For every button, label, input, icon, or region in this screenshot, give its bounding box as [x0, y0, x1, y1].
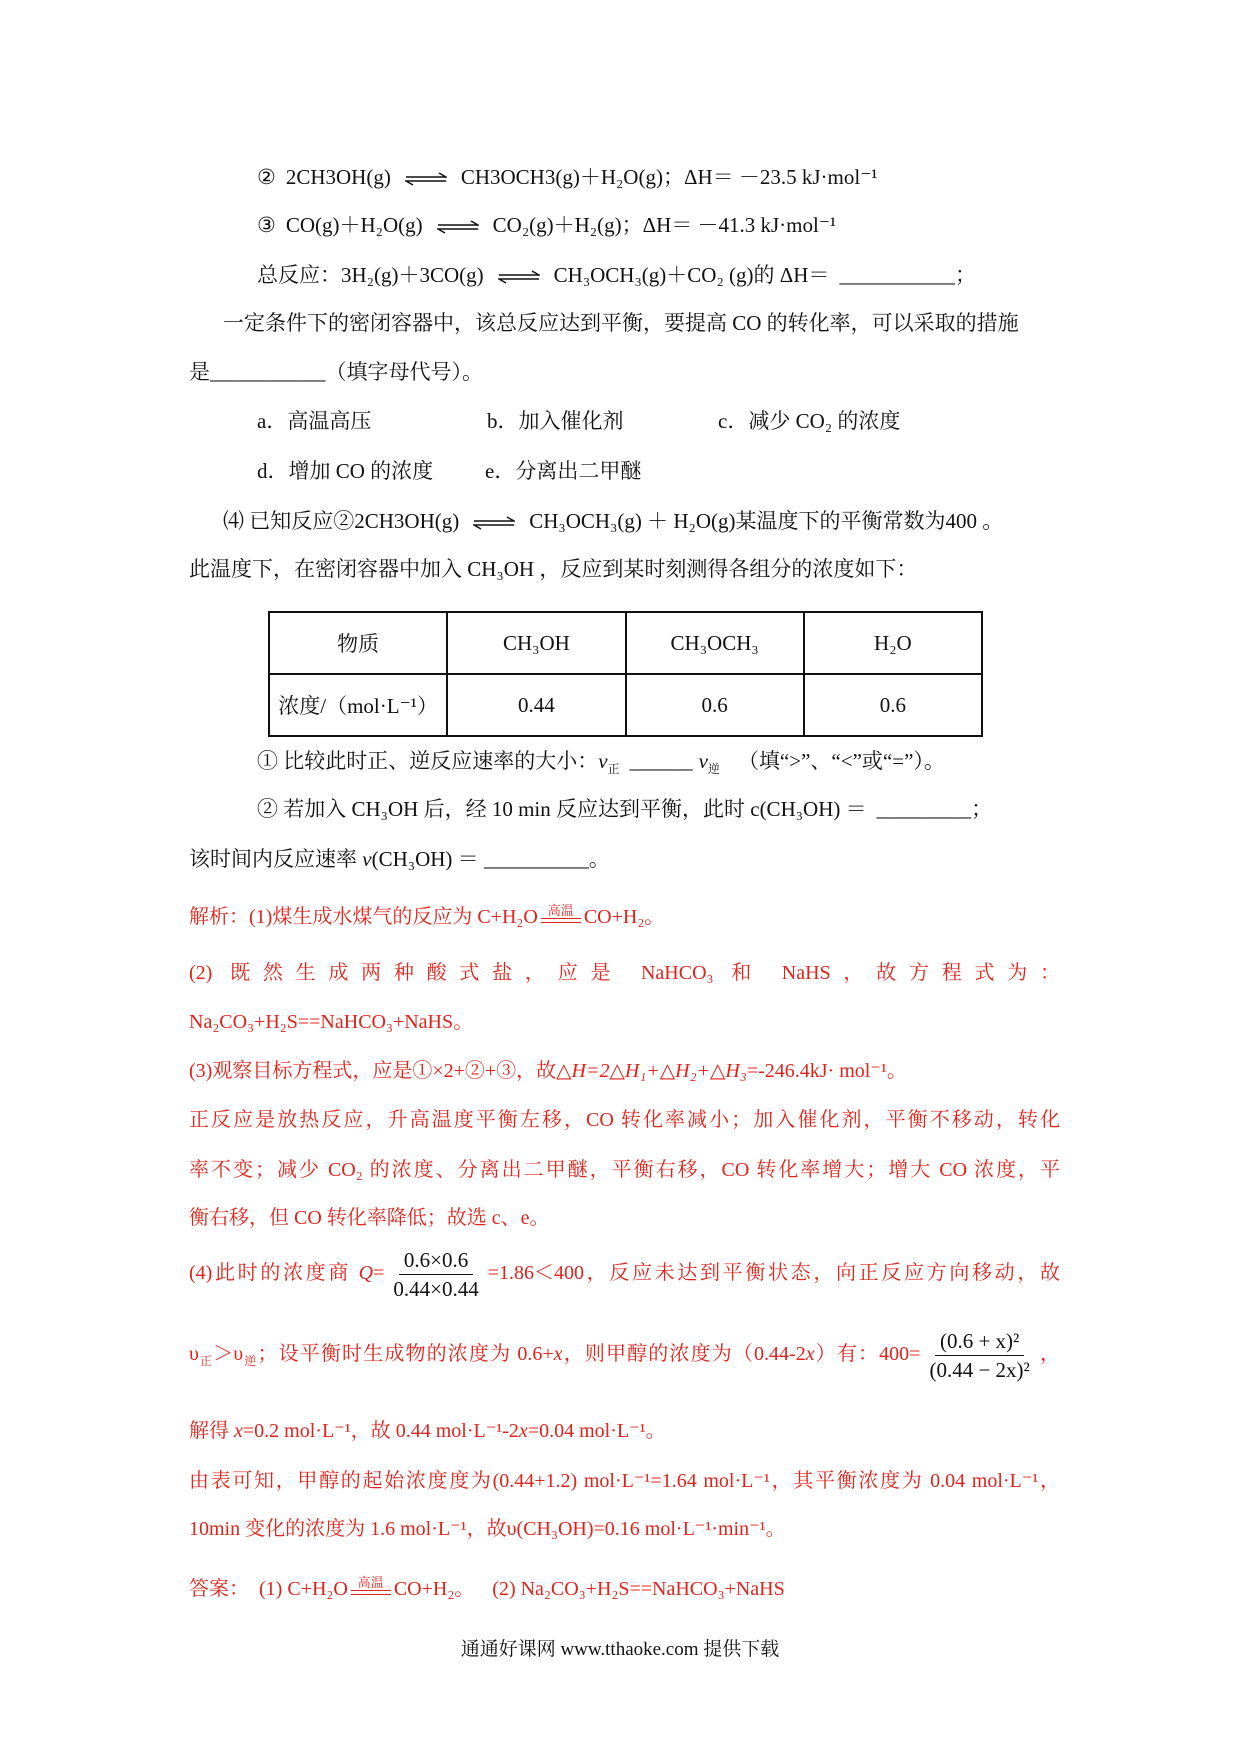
- condition-label: 高温: [547, 902, 574, 918]
- question-text: 该时间内反应速率: [189, 847, 363, 871]
- option-a: a．高温高压: [257, 409, 372, 433]
- analysis-text: =1.86＜400，反应未达到平衡状态，向正反应方向移动，故: [487, 1262, 1060, 1285]
- variable-x: x: [805, 1343, 815, 1366]
- numerator: 0.6×0.6: [399, 1247, 473, 1275]
- denominator: 0.44×0.44: [393, 1277, 479, 1301]
- part4-context-line: 此温度下，在密闭容器中加入 CH₃OH ，反应到某时刻测得各组分的浓度如下：: [189, 557, 918, 581]
- reaction-products: CH₃OCH₃(g)＋CO₂ (g)的 ΔH＝: [553, 263, 830, 287]
- reaction-products: CO₂(g)＋H₂(g)；ΔH＝ －41.3 kJ·mol⁻¹: [492, 213, 837, 237]
- reaction-reactants: CO(g)＋H₂O(g): [285, 213, 423, 237]
- analysis-text: ，则甲醇的浓度为（0.44-2: [562, 1343, 806, 1366]
- question-text: 一定条件下的密闭容器中，该总反应达到平衡，要提高 CO 的转化率，可以采取的措施: [223, 311, 1019, 335]
- reverse-harpoon: [474, 525, 514, 529]
- line-end-punctuation: ；: [971, 797, 993, 821]
- answer-blank: __________: [483, 847, 589, 871]
- table-cell: 0.6: [804, 674, 982, 736]
- question-text: (CH₃OH) ＝: [371, 847, 484, 871]
- quotient-symbol: Q: [358, 1262, 374, 1285]
- analysis-text: =0.2 mol·L⁻¹，故 0.44 mol·L⁻¹-2: [242, 1420, 519, 1442]
- variable-x: x: [553, 1343, 563, 1366]
- fraction: [924, 1328, 1034, 1383]
- page-footer: 通通好课网 www.tthaoke.com 提供下载: [460, 1639, 780, 1660]
- analysis-text: =0.04 mol·L⁻¹。: [527, 1420, 666, 1442]
- table-header-cell: CH₃OH: [447, 612, 625, 674]
- option-c: c．减少 CO₂ 的浓度: [718, 409, 901, 433]
- analysis-text: ）有：400=: [814, 1343, 921, 1366]
- concentration-table: [268, 611, 983, 737]
- denominator: (0.44 − 2x)²: [929, 1358, 1030, 1382]
- rate-subscript-forward: 正: [607, 762, 620, 776]
- reaction-condition: [351, 1576, 391, 1595]
- answer-blank: ___________: [210, 360, 326, 384]
- rate-subscript-reverse: 逆: [707, 762, 720, 776]
- rate-subscript-forward: 正: [198, 1354, 214, 1369]
- line-end-punctuation: 。: [588, 847, 610, 871]
- rate-symbol: v: [362, 847, 372, 871]
- table-row-label: 浓度/（mol·L⁻¹）: [269, 674, 447, 736]
- question-text: ① 比较此时正、逆反应速率的大小：: [257, 749, 599, 773]
- answer-blank: ___________: [839, 263, 955, 287]
- question-line-1: [223, 308, 1019, 338]
- reaction-reactants: 2CH3OH(g): [285, 165, 391, 189]
- analysis-text: 解得: [189, 1420, 234, 1442]
- subquestion-2-line-1: [257, 794, 992, 824]
- answer-blank: _________: [876, 797, 972, 821]
- reverse-harpoon: [438, 229, 478, 233]
- variable-x: x: [234, 1420, 243, 1442]
- analysis-text: CO+H₂。: [583, 906, 665, 928]
- analysis-text: (3)观察目标方程式，应是①×2+②+③，故: [189, 1060, 557, 1082]
- part4-intro-line: [223, 506, 1003, 536]
- forward-harpoon: [438, 221, 478, 225]
- reaction-condition: [541, 904, 581, 923]
- analysis-p3-line-2: 正反应是放热反应，升高温度平衡左移，CO 转化率减小；加入催化剂，平衡不移动，转化: [189, 1109, 1060, 1131]
- answer-text: (2) Na₂CO₃+H₂S==NaHCO₃+NaHS: [492, 1578, 785, 1600]
- rate-symbol: υ: [189, 1343, 199, 1366]
- analysis-p7: 由表可知，甲醇的起始浓度度为(0.44+1.2) mol·L⁻¹=1.64 mol·L⁻¹，其平衡浓度为 0.04 mol·L⁻¹，: [189, 1470, 1060, 1492]
- variable-x: x: [518, 1420, 528, 1442]
- analysis-text: =-246.4kJ· mol⁻¹。: [746, 1060, 907, 1082]
- analysis-text: ；设平衡时生成物的浓度为 0.6+: [257, 1343, 554, 1366]
- analysis-p4: [189, 1247, 1060, 1302]
- option-b: b．加入催化剂: [487, 409, 624, 433]
- subquestion-2-line-2: [189, 844, 610, 874]
- intro-text: ⑷ 已知反应②2CH3OH(g): [223, 509, 460, 533]
- analysis-text: 解析：(1)煤生成水煤气的反应为 C+H₂O: [189, 906, 538, 928]
- answer-text: CO+H₂。: [393, 1578, 475, 1600]
- forward-harpoon: [499, 271, 539, 275]
- rate-symbol: v: [698, 749, 708, 773]
- analysis-p3-line-1: [189, 1056, 907, 1086]
- equilibrium-arrow-icon: [498, 270, 540, 284]
- analysis-text: ＞υ: [213, 1343, 244, 1366]
- answer-blank: ______: [629, 749, 693, 773]
- table-header-cell: 物质: [269, 612, 447, 674]
- forward-harpoon: [406, 173, 446, 177]
- overall-reaction-line: [257, 260, 976, 290]
- double-bar-sign: [351, 1590, 391, 1595]
- analysis-p8: 10min 变化的浓度为 1.6 mol·L⁻¹，故υ(CH₃OH)=0.16 mol·L⁻¹·min⁻¹。: [189, 1518, 786, 1540]
- table-cell: 0.6: [626, 674, 804, 736]
- rate-symbol: v: [598, 749, 608, 773]
- analysis-text: (4)此时的浓度商: [189, 1262, 359, 1285]
- analysis-p3-line-4: 衡右移，但 CO 转化率降低；故选 c、e。: [189, 1207, 550, 1229]
- question-text: ② 若加入 CH₃OH 后，经 10 min 反应达到平衡，此时 c(CH₃OH) ＝: [257, 797, 867, 821]
- table-row: [269, 674, 982, 736]
- question-text: 是: [189, 360, 210, 384]
- condition-label: 高温: [357, 1574, 384, 1590]
- analysis-p5: [189, 1328, 1060, 1383]
- analysis-p6: [189, 1416, 666, 1446]
- double-bar-sign: [541, 918, 581, 923]
- rate-subscript-reverse: 逆: [243, 1354, 258, 1369]
- table-body: [269, 612, 982, 736]
- question-hint: （填字母代号）。: [325, 360, 483, 384]
- reaction-2-line: [257, 162, 878, 192]
- reaction-reactants: 总反应：3H₂(g)＋3CO(g): [257, 263, 484, 287]
- enthalpy-formula: △H=2△H₁+△H₂+△H₃: [556, 1060, 747, 1082]
- analysis-p1: [189, 902, 664, 932]
- table-header-cell: H₂O: [804, 612, 982, 674]
- reaction-products: CH3OCH3(g)＋H₂O(g)；ΔH＝ －23.5 kJ·mol⁻¹: [460, 165, 878, 189]
- reaction-number: ②: [257, 165, 276, 189]
- equilibrium-arrow-icon: [405, 172, 447, 186]
- option-d: d．增加 CO 的浓度: [257, 459, 434, 483]
- analysis-text: ，: [1038, 1343, 1061, 1366]
- forward-harpoon: [474, 517, 514, 521]
- reaction-number: ③: [257, 213, 276, 237]
- question-hint: （填“>”、“<”或“=”）。: [737, 749, 945, 773]
- reverse-harpoon: [406, 181, 446, 185]
- equilibrium-arrow-icon: [473, 516, 515, 530]
- equilibrium-arrow-icon: [437, 220, 479, 234]
- question-line-2: [189, 357, 483, 387]
- analysis-p3-line-3: 率不变；减少 CO₂ 的浓度、分离出二甲醚，平衡右移，CO 转化率增大；增大 CO 浓度，平: [189, 1159, 1060, 1181]
- equals-sign: =: [373, 1262, 385, 1285]
- intro-text: CH₃OCH₃(g) ＋ H₂O(g)某温度下的平衡常数为400 。: [529, 509, 1004, 533]
- analysis-p2-line-1: (2) 既然生成两种酸式盐，应是 NaHCO₃ 和 NaHS，故方程式为：: [189, 962, 1060, 984]
- table-header-row: [269, 612, 982, 674]
- fraction: [388, 1247, 483, 1302]
- numerator: (0.6 + x)²: [935, 1328, 1024, 1356]
- reaction-3-line: [257, 210, 836, 240]
- analysis-p2-line-2: Na₂CO₃+H₂S==NaHCO₃+NaHS。: [189, 1011, 474, 1033]
- option-e: e．分离出二甲醚: [485, 459, 642, 483]
- table-header-cell: CH₃OCH₃: [626, 612, 804, 674]
- answer-text: (1) C+H₂O: [259, 1578, 348, 1600]
- line-end-punctuation: ；: [954, 263, 976, 287]
- subquestion-1-line: [257, 746, 945, 784]
- answer-line: [189, 1574, 785, 1604]
- answer-label: 答案：: [189, 1578, 249, 1600]
- reverse-harpoon: [499, 279, 539, 283]
- table-cell: 0.44: [447, 674, 625, 736]
